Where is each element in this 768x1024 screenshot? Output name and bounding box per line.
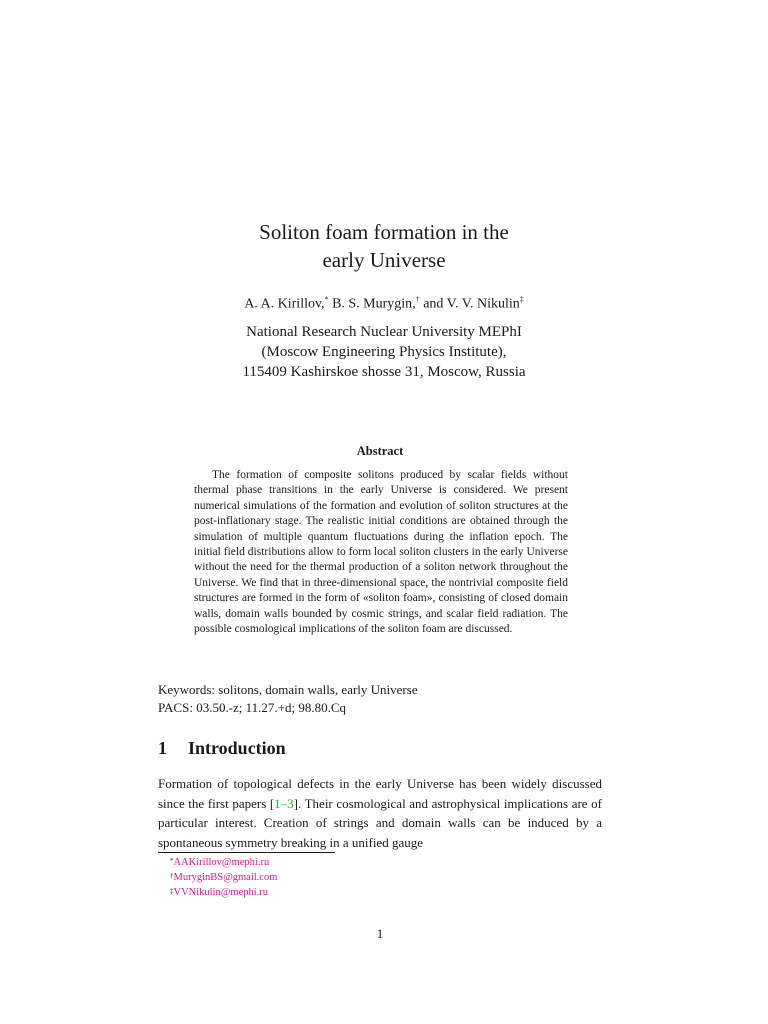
citation-link[interactable]: 1–3 — [274, 795, 294, 811]
title-line-1: Soliton foam formation in the — [259, 220, 509, 244]
title-line-2: early Universe — [322, 248, 446, 272]
keywords-block — [158, 681, 418, 716]
section-number: 1 — [158, 738, 167, 758]
affiliation — [0, 322, 768, 382]
abstract-heading: Abstract — [356, 444, 404, 458]
email-link[interactable]: AAKirillov@mephi.ru — [173, 857, 270, 868]
affiliation-line-2: (Moscow Engineering Physics Institute), — [261, 344, 507, 360]
intro-paragraph — [158, 774, 602, 852]
author-kirillov: A. A. Kirillov, — [244, 296, 325, 312]
footnotes — [170, 855, 277, 900]
footnote-item — [170, 855, 277, 870]
intro-text-part-2: ]. Their cosmological and astrophysical implications are of particular interest. Creation of strings and domain walls can be induced by a spontaneous symmetry breaking in a unified gauge — [158, 795, 602, 850]
email-link[interactable]: MuryginBS@gmail.com — [173, 872, 278, 883]
keywords-line: Keywords: solitons, domain walls, early Universe — [158, 682, 418, 697]
author-nikulin: and V. V. Nikulin — [419, 296, 520, 312]
author-mark-2[interactable]: † — [415, 295, 420, 304]
intro-text-part-1: Formation of topological defects in the early Universe has been widely discussed since the first papers [ — [158, 776, 602, 811]
author-mark-1[interactable]: * — [324, 295, 329, 304]
footnote-mark: † — [170, 872, 174, 880]
affiliation-line-3: 115409 Kashirskoe shosse 31, Moscow, Russia — [242, 364, 526, 380]
footnote-divider — [158, 852, 335, 853]
author-mark-3[interactable]: ‡ — [519, 295, 524, 304]
footnote-mark: ‡ — [170, 887, 174, 895]
section-heading — [158, 738, 286, 759]
abstract-body: The formation of composite solitons produced by scalar fields without thermal phase transitions in the early Universe is considered. We present numerical simulations of the formation and evolution of soliton structures at the post-inflationary stage. The realistic initial conditions are obtained through the simulation of multiple quantum fluctuations during the inflation epoch. The initial field distributions allow to form local soliton clusters in the early Universe without the need for the thermal production of a soliton network throughout the Universe. We find that in three-dimensional space, the nontrivial composite field structures are formed in the form of «soliton foam», consisting of closed domain walls, domain walls bounded by cosmic strings, and scalar field radiation. The possible cosmological implications of the soliton foam are discussed. — [194, 469, 568, 636]
footnote-item — [170, 885, 277, 900]
footnote-item — [170, 870, 277, 885]
author-list — [0, 290, 768, 315]
section-title: Introduction — [188, 738, 286, 758]
author-murygin: B. S. Murygin, — [328, 296, 416, 312]
affiliation-line-1: National Research Nuclear University MEPhI — [246, 324, 522, 340]
email-link[interactable]: VVNikulin@mephi.ru — [173, 887, 269, 898]
paper-title — [0, 218, 768, 274]
pacs-line: PACS: 03.50.-z; 11.27.+d; 98.80.Cq — [158, 699, 347, 715]
footnote-mark: * — [170, 857, 174, 865]
page-number: 1 — [376, 926, 384, 941]
